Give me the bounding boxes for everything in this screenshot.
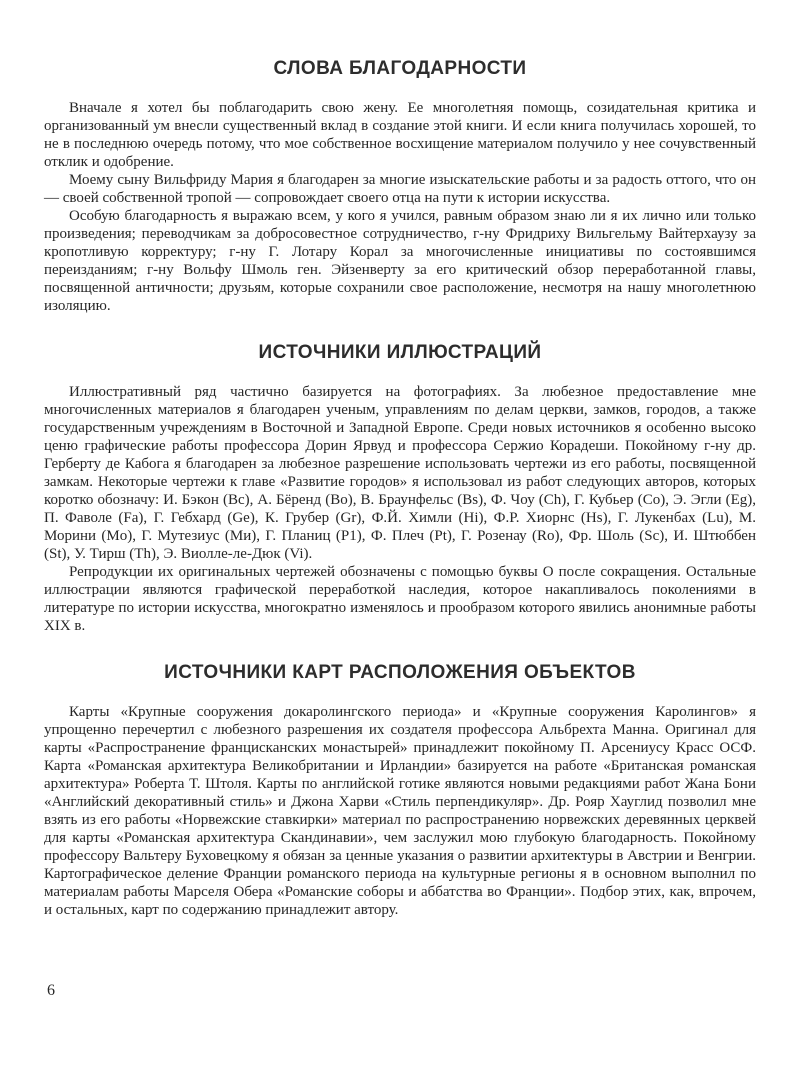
section-map-sources: [44, 662, 756, 919]
section-illustration-sources: [44, 342, 756, 635]
section-acknowledgements: [44, 58, 756, 315]
paragraph: Особую благодарность я выражаю всем, у кого я учился, равным образом знаю ли я их лично или только произведения; переводчикам за добросовестное сотрудничество, г-ну Фридриху Вильгельму Вайтерхаузу за кропотливую корректуру; г-ну Г. Лотару Корал за многочисленные инициативы по состоявшимся переизданиям; г-ну Вольфу Шмоль ген. Эйзенверту за его критический обзор переработанной главы, посвященной античности; друзьям, которые сохранили свое расположение, несмотря на нашу многолетнюю изоляцию.: [44, 208, 756, 314]
paragraph: Моему сыну Вильфриду Мария я благодарен за многие изыскательские работы и за радость оттого, что он — своей собственной тропой — сопровождает своего отца на пути к истории искусства.: [44, 172, 756, 206]
section-heading-map-sources: ИСТОЧНИКИ КАРТ РАСПОЛОЖЕНИЯ ОБЪЕКТОВ: [164, 662, 636, 683]
page-number: 6: [47, 982, 55, 999]
paragraph: Иллюстративный ряд частично базируется на фотографиях. За любезное предоставление мне многочисленных материалов я благодарен ученым, управлениям по делам церкви, замков, городов, а также государственным учреждениям в Восточной и Западной Европе. Среди новых источников я особенно высоко ценю графические работы профессора Дорин Ярвуд и профессора Сержио Корадеши. Покойному г-ну др. Герберту де Кабога я благодарен за любезное разрешение использовать чертежи из его работы, посвященной замкам. Некоторые чертежи к главе «Развитие городов» я использовал из работ следующих авторов, которых коротко обозначу: И. Бэкон (Bc), А. Бёренд (Bo), В. Браунфельс (Bs), Ф. Чоу (Ch), Г. Кубьер (Co), Э. Эгли (Eg), П. Фаволе (Fa), Г. Гебхард (Ge), К. Грубер (Gr), Ф.Й. Химли (Hi), Ф.Р. Хиорнс (Hs), Г. Лукенбах (Lu), М. Морини (Mo), Г. Мутезиус (Ми), Г. Планиц (P1), Ф. Плеч (Pt), Г. Розенау (Ro), Фр. Шоль (Sc), И. Штюббен (St), У. Тирш (Th), Э. Виолле-ле-Дюк (Vi).: [44, 384, 756, 562]
paragraph: Вначале я хотел бы поблагодарить свою жену. Ее многолетняя помощь, созидательная критика и организованный ум внесли существенный вклад в создание этой книги. И если книга получилась хорошей, то не в последнюю очередь потому, что мое собственное восхищение материалом получило у нее сочувственный отклик и одобрение.: [44, 100, 756, 170]
section-heading-acknowledgements: СЛОВА БЛАГОДАРНОСТИ: [273, 58, 527, 79]
section-heading-illustration-sources: ИСТОЧНИКИ ИЛЛЮСТРАЦИЙ: [258, 342, 542, 363]
paragraph: Репродукции их оригинальных чертежей обозначены с помощью буквы О после сокращения. Остальные иллюстрации являются графической переработкой наследия, которое накапливалось поколениями в литературе по истории искусства, многократно изменялось и прообразом которого явились анонимные работы XIX в.: [44, 564, 756, 634]
paragraph: Карты «Крупные сооружения докаролингского периода» и «Крупные сооружения Каролингов» я упрощенно перечертил с любезного разрешения их создателя профессора Альбрехта Манна. Оригинал для карты «Распространение францисканских монастырей» принадлежит покойному П. Арсениусу Красс ОСФ. Карта «Романская архитектура Великобритании и Ирландии» базируется на работе «Британская романская архитектура» Роберта Т. Штоля. Карты по английской готике являются новыми редакциями работ Жана Бони «Английский декоративный стиль» и Джона Харви «Стиль перпендикуляр». Др. Рояр Хауглид позволил мне взять из его работы «Норвежские ставкирки» материал по распространению норвежских деревянных церквей для карты «Романская архитектура Скандинавии», чем заслужил мою глубокую благодарность. Покойному профессору Вальтеру Буховецкому я обязан за ценные указания о развитии архитектуры в Австрии и Венгрии. Картографическое деление Франции романского периода на культурные регионы я в основном выполнил по материалам работы Марселя Обера «Романские соборы и аббатства во Франции». Подбор этих, как, впрочем, и остальных, карт по содержанию принадлежит автору.: [44, 704, 756, 918]
